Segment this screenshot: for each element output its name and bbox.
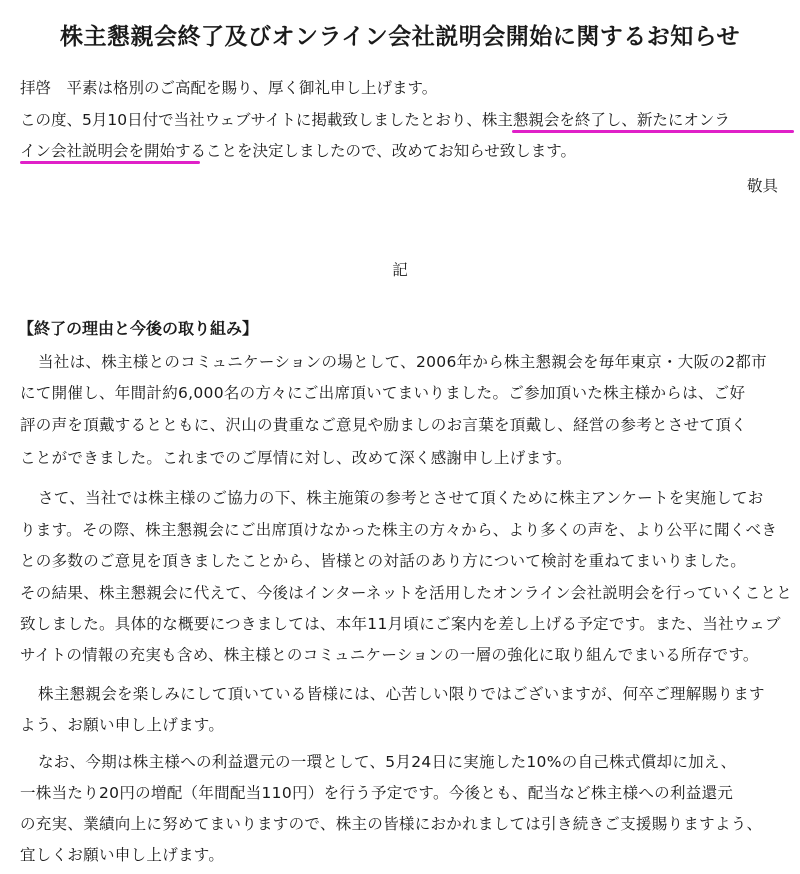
paragraph-line: さて、当社では株主様のご協力の下、株主施策の参考とさせて頂くために株主アンケートを実施してお — [38, 489, 764, 507]
greeting-line: 拝啓 平素は格別のご高配を賜り、厚く御礼申し上げます。 — [20, 79, 438, 97]
document-title: 株主懇親会終了及びオンライン会社説明会開始に関するお知らせ — [59, 24, 741, 50]
intro-text: することを決定しましたので、改めてお知らせ致します。 — [175, 142, 577, 160]
ki-marker: 記 — [392, 261, 408, 279]
intro-line-1 — [20, 110, 730, 130]
paragraph-line: よう、お願い申し上げます。 — [20, 716, 225, 734]
section-heading: 【終了の理由と今後の取り組み】 — [18, 319, 259, 338]
paragraph-line: にて開催し、年間計約6,000名の方々にご出席頂いてまいりました。ご参加頂いた株主様からは、ご好 — [20, 384, 746, 402]
highlight-underline — [512, 130, 794, 133]
paragraph-line: なお、今期は株主様への利益還元の一環として、5月24日に実施した10%の自己株式償却に加え、 — [38, 753, 737, 771]
intro-text: この度、5月10日付で当社ウェブサイトに掲載致しましたとおり、 — [20, 111, 482, 129]
closing-word: 敬具 — [746, 177, 778, 195]
highlight-underline — [20, 161, 200, 164]
highlighted-text: イン会社説明会を開始 — [20, 142, 176, 160]
paragraph-line: その結果、株主懇親会に代えて、今後はインターネットを活用したオンライン会社説明会を行っていくことと — [20, 584, 793, 602]
highlighted-text: 株主懇親会を終了し、新たにオンラ — [481, 111, 730, 129]
paragraph-line: 致しました。具体的な概要につきましては、本年11月頃にご案内を差し上げる予定です。また、当社ウェブ — [20, 615, 781, 633]
paragraph-line: の充実、業績向上に努めてまいりますので、株主の皆様におかれましては引き続きご支援賜りますよう、 — [20, 815, 763, 833]
paragraph-line: ります。その際、株主懇親会にご出席頂けなかった株主の方々から、より多くの声を、より公平に聞くべき — [20, 521, 778, 539]
intro-line-2 — [20, 141, 576, 161]
paragraph-line: との多数のご意見を頂きましたことから、皆様との対話のあり方について検討を重ねてまいりました。 — [20, 552, 747, 570]
paragraph-line: 宜しくお願い申し上げます。 — [20, 846, 225, 864]
paragraph-line: 当社は、株主様とのコミュニケーションの場として、2006年から株主懇親会を毎年東京・大阪の2都市 — [38, 353, 767, 371]
paragraph-line: サイトの情報の充実も含め、株主様とのコミュニケーションの一層の強化に取り組んでまいる所存です。 — [20, 646, 759, 664]
paragraph-line: 評の声を頂戴するとともに、沢山の貴重なご意見や励ましのお言葉を頂戴し、経営の参考とさせて頂く — [20, 416, 747, 434]
paragraph-line: 一株当たり20円の増配（年間配当110円）を行う予定です。今後とも、配当など株主様への利益還元 — [20, 784, 734, 802]
paragraph-line: 株主懇親会を楽しみにして頂いている皆様には、心苦しい限りではございますが、何卒ご理解賜ります — [38, 685, 765, 703]
paragraph-line: ことができました。これまでのご厚情に対し、改めて深く感謝申し上げます。 — [20, 449, 572, 467]
